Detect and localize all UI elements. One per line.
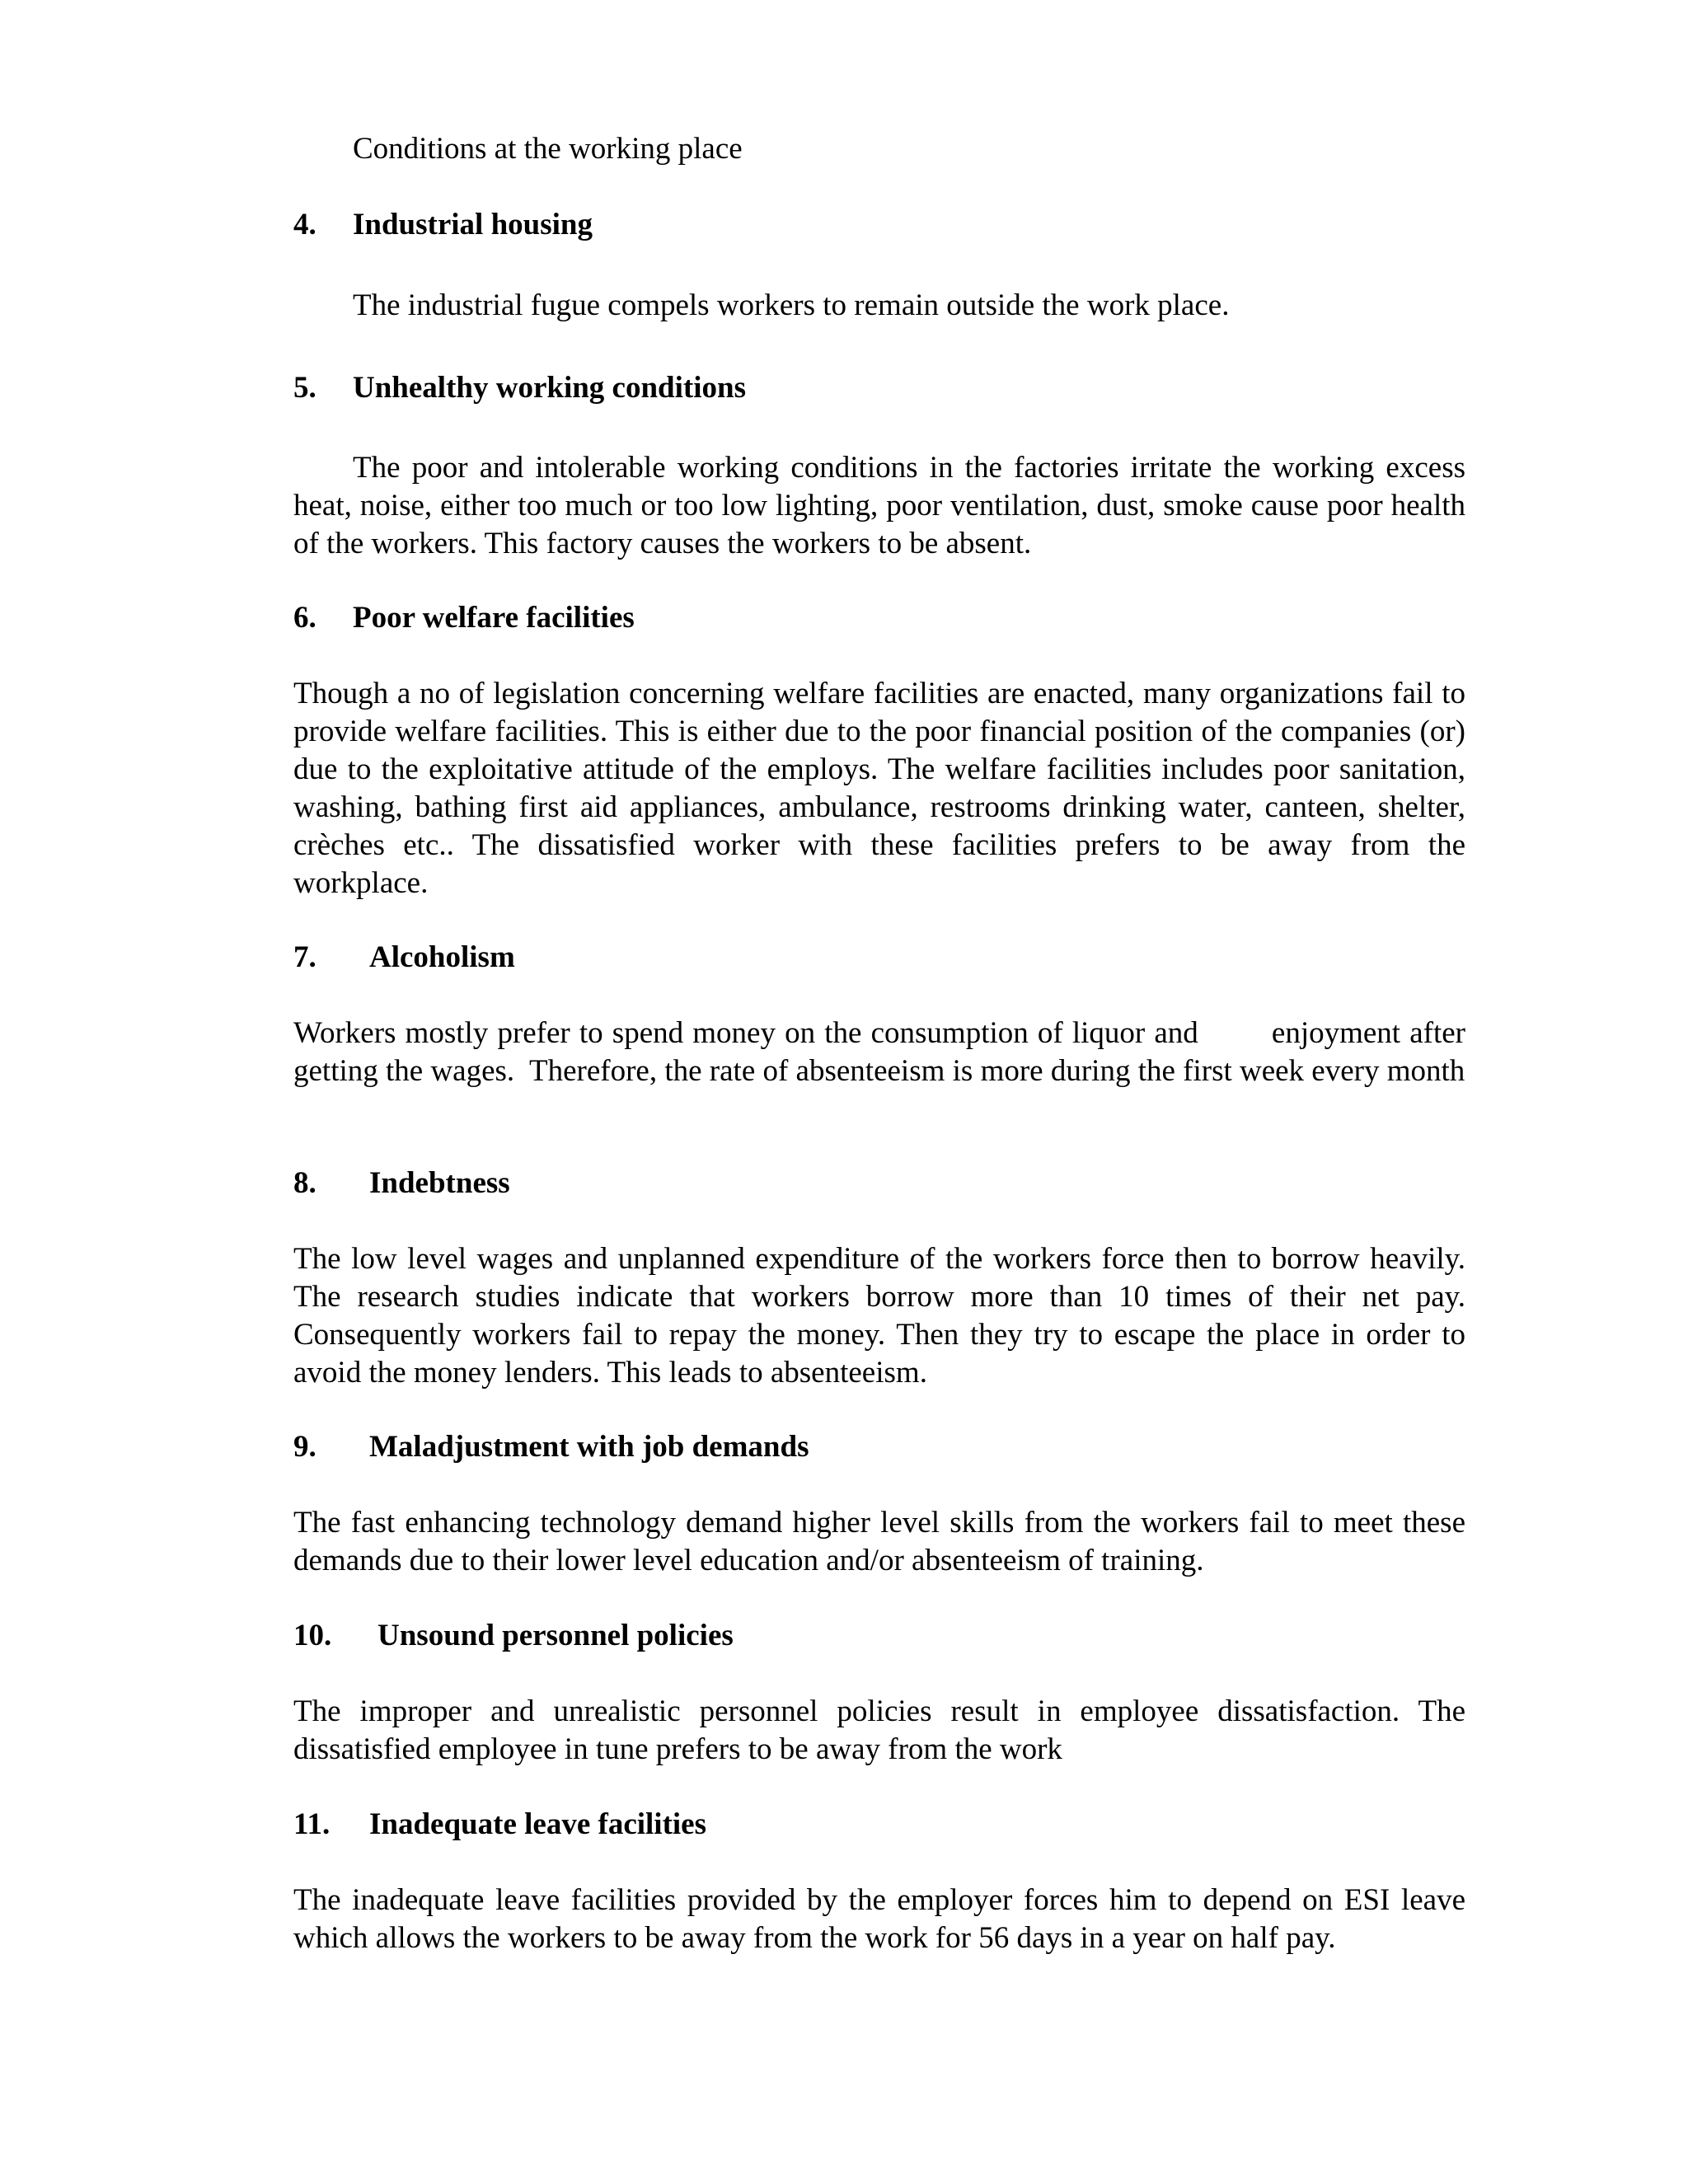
section-number: 7. (293, 940, 316, 974)
intro-line: Conditions at the working place (353, 132, 743, 166)
section-title: Unsound personnel policies (377, 1619, 734, 1652)
section-number: 11. (293, 1807, 331, 1841)
section-heading-7 (293, 939, 1465, 977)
section-title: Industrial housing (353, 208, 593, 241)
section-title: Inadequate leave facilities (369, 1807, 707, 1841)
section-number: 10. (293, 1619, 332, 1652)
section-heading-8 (293, 1165, 1465, 1202)
section-number: 5. (293, 371, 316, 405)
section-body-6: Though a no of legislation concerning welfare facilities are enacted, many organizations fail to provide welfare facilities. This is either due to the poor financial position of the companies (or) due to the exploitative attitude of the employs. The welfare facilities includes poor sanitation, washing, bathing first aid appliances, ambulance, restrooms drinking water, canteen, shelter, crèches etc.. The dissatisfied worker with these facilities prefers to be away from the workplace. (293, 677, 1465, 900)
section-body-11: The inadequate leave facilities provided by the employer forces him to depend on ESI leave which allows the workers to be away from the work for 56 days in a year on half pay. (293, 1883, 1465, 1955)
section-number: 9. (293, 1430, 316, 1464)
section-number: 4. (293, 208, 316, 241)
section-body-7: Workers mostly prefer to spend money on the consumption of liquor and enjoyment after getting the wages. Therefore, the rate of absenteeism is more during the first week every month (293, 1016, 1474, 1088)
section-heading-9 (293, 1428, 1465, 1466)
section-heading-5 (293, 369, 1465, 407)
section-body-5: The poor and intolerable working conditions in the factories irritate the working excess heat, noise, either too much or too low lighting, poor ventilation, dust, smoke cause poor health of the workers. This factory causes the workers to be absent. (293, 451, 1465, 560)
section-heading-4 (293, 206, 1465, 244)
section-title: Alcoholism (369, 940, 515, 974)
section-body-10: The improper and unrealistic personnel policies result in employee dissatisfaction. The dissatisfied employee in tune prefers to be away from the work (293, 1694, 1465, 1766)
section-title: Indebtness (369, 1166, 510, 1200)
section-heading-11 (293, 1806, 1465, 1844)
section-title: Poor welfare facilities (353, 601, 635, 635)
section-title: Maladjustment with job demands (369, 1430, 809, 1464)
section-title: Unhealthy working conditions (353, 371, 746, 405)
section-heading-10 (293, 1617, 1465, 1655)
section-body-8: The low level wages and unplanned expenditure of the workers force then to borrow heavily. The research studies indicate that workers borrow more than 10 times of their net pay. Consequently workers fail to repay the money. Then they try to escape the place in order to avoid the money lenders. This leads to absenteeism. (293, 1242, 1465, 1390)
section-body-4: The industrial fugue compels workers to remain outside the work place. (353, 288, 1230, 322)
section-heading-6 (293, 599, 1465, 637)
section-number: 8. (293, 1166, 316, 1200)
section-body-9: The fast enhancing technology demand higher level skills from the workers fail to meet these demands due to their lower level education and/or absenteeism of training. (293, 1506, 1465, 1577)
section-number: 6. (293, 601, 316, 635)
